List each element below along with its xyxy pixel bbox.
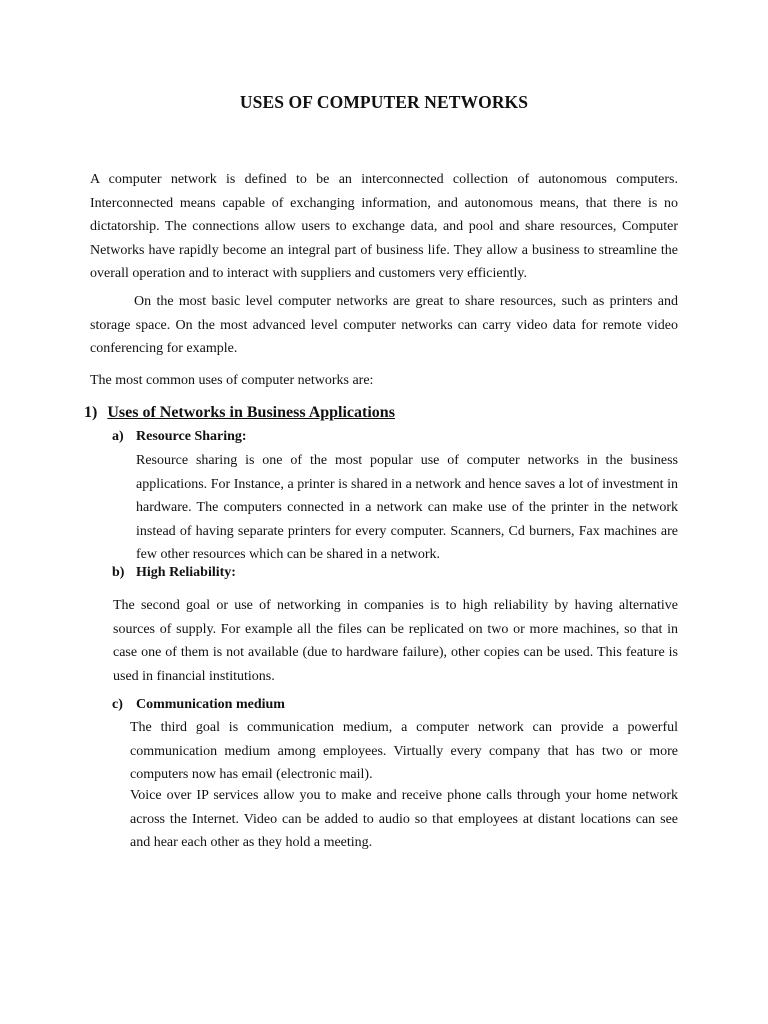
subheading-high-reliability	[112, 565, 236, 581]
subheading-title: Communication medium	[136, 697, 285, 712]
common-uses-intro: The most common uses of computer networks are:	[90, 373, 374, 388]
resource-sharing-paragraph: Resource sharing is one of the most popular use of computer networks in the business applications. For Instance, a printer is shared in a network and hence saves a lot of investment in hardware. The computers connected in a network can make use of the printer in the network instead of having separate printers for every computer. Scanners, Cd burners, Fax machines are few other resources which can be shared in a network.	[136, 453, 678, 562]
subheading-title: High Reliability:	[136, 565, 236, 580]
voice-over-ip-paragraph: Voice over IP services allow you to make and receive phone calls through your home network across the Internet. Video can be added to audio so that employees at distant locations can see and hear each other as they hold a meeting.	[130, 788, 678, 850]
section-heading-business-applications	[84, 404, 395, 422]
subheading-letter: b)	[112, 565, 125, 580]
high-reliability-paragraph: The second goal or use of networking in companies is to high reliability by having alternative sources of supply. For example all the files can be replicated on two or more machines, so that in case one of them is not available (due to hardware failure), other copies can be used. This feature is used in financial institutions.	[113, 598, 678, 684]
section-title: Uses of Networks in Business Applications	[107, 404, 395, 421]
basic-level-paragraph: On the most basic level computer networks are great to share resources, such as printers and storage space. On the most advanced level computer networks can carry video data for remote video conferencing for example.	[90, 294, 678, 356]
subheading-title: Resource Sharing:	[136, 429, 247, 444]
subheading-letter: c)	[112, 697, 123, 712]
subheading-resource-sharing	[112, 429, 247, 445]
intro-paragraph: A computer network is defined to be an interconnected collection of autonomous computers. Interconnected means capable of exchanging information, and autonomous means, that there is no dictatorship. The connections allow users to exchange data, and pool and share resources, Computer Networks have rapidly become an integral part of business life. They allow a business to streamline the overall operation and to interact with suppliers and customers very efficiently.	[90, 172, 678, 281]
subheading-communication-medium	[112, 697, 285, 713]
communication-medium-paragraph: The third goal is communication medium, a computer network can provide a powerful communication medium among employees. Virtually every company that has two or more computers now has email (electronic mail).	[130, 720, 678, 782]
page-title: USES OF COMPUTER NETWORKS	[239, 92, 529, 112]
section-number: 1)	[84, 404, 98, 421]
subheading-letter: a)	[112, 429, 124, 444]
